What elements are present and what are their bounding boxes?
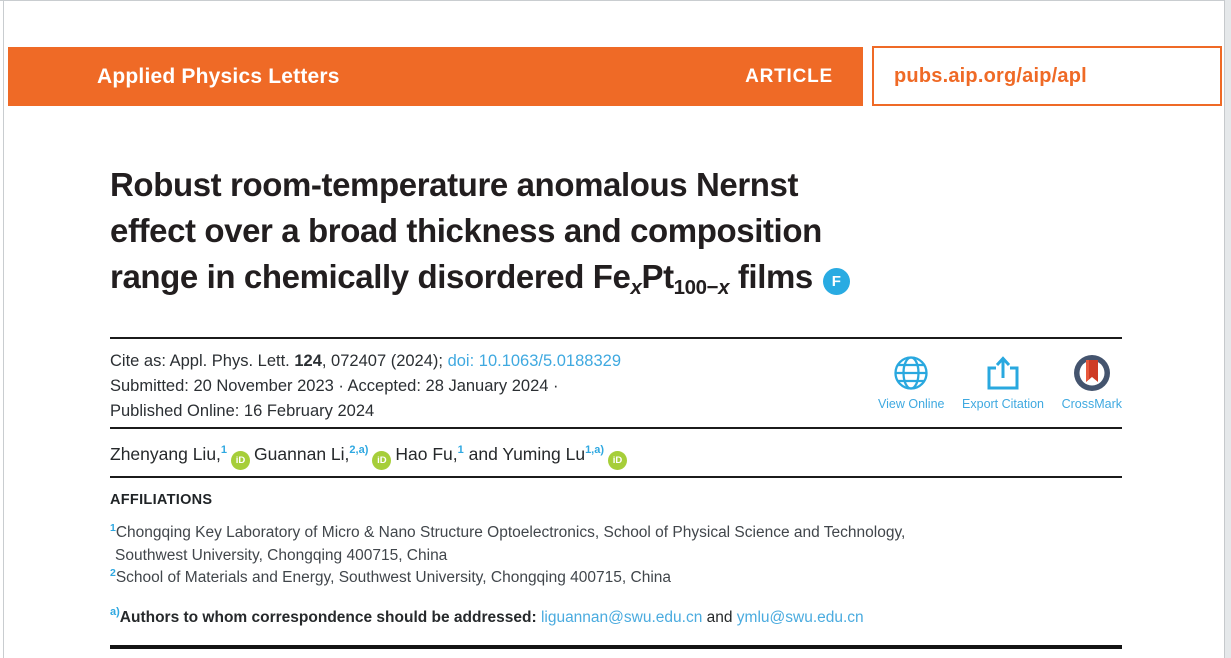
- export-citation-button[interactable]: [962, 355, 1044, 411]
- page-edge-left: [3, 0, 4, 658]
- author-list: [110, 444, 631, 470]
- affiliation-1-line2: Southwest University, Chongqing 400715, China: [115, 546, 448, 564]
- orcid-icon[interactable]: iD: [231, 451, 250, 470]
- crossmark-icon[interactable]: [1073, 355, 1111, 391]
- affiliation-1-line1: Chongqing Key Laboratory of Micro & Nano Structure Optoelectronics, School of Physical Science and Technology,: [115, 524, 906, 541]
- correspondence-sup: a): [110, 606, 120, 618]
- crossmark-button[interactable]: [1062, 355, 1122, 411]
- correspondence-note: [110, 606, 864, 627]
- author-2-affil-sup: 2,a): [349, 444, 369, 456]
- author-1: Zhenyang Liu,: [110, 444, 221, 464]
- email-link-1[interactable]: liguannan@swu.edu.cn: [540, 609, 703, 626]
- journal-url-box[interactable]: [872, 46, 1222, 106]
- author-3-affil-sup: 1: [457, 444, 464, 456]
- journal-url[interactable]: pubs.aip.org/aip/apl: [894, 64, 1087, 87]
- view-online-label[interactable]: View Online: [878, 397, 945, 411]
- author-4: Yuming Lu: [502, 444, 586, 464]
- orcid-icon[interactable]: iD: [608, 451, 627, 470]
- crossmark-label[interactable]: CrossMark: [1061, 397, 1122, 411]
- affiliation-2-text: School of Materials and Energy, Southwest University, Chongqing 400715, China: [115, 569, 672, 586]
- author-4-affil-sup: 1,a): [585, 444, 605, 456]
- divider: [110, 476, 1122, 478]
- affiliation-2-sup: 2: [110, 567, 116, 579]
- title-line-2: effect over a broad thickness and composition: [110, 212, 822, 249]
- submitted-accepted-line: Submitted: 20 November 2023 · Accepted: 28 January 2024 ·: [110, 377, 559, 395]
- divider: [110, 337, 1122, 339]
- affiliation-1-sup: 1: [110, 522, 116, 534]
- journal-name: Applied Physics Letters: [97, 64, 340, 88]
- divider: [110, 427, 1122, 429]
- export-citation-label[interactable]: Export Citation: [962, 397, 1045, 411]
- author-2: Guannan Li,: [254, 444, 350, 464]
- journal-banner: [8, 47, 863, 106]
- email-link-2[interactable]: ymlu@swu.edu.cn: [736, 609, 864, 626]
- article-actions: [878, 355, 1122, 411]
- paper-title: [110, 162, 1110, 300]
- correspondence-text: Authors to whom correspondence should be addressed:: [119, 609, 541, 626]
- author-and: and: [463, 444, 503, 464]
- citation-block: [110, 349, 621, 424]
- globe-icon[interactable]: [893, 355, 929, 391]
- title-line-3: range in chemically disordered $Fe_xPt_{100-x}$ films F: [110, 254, 1110, 300]
- affiliation-2: [110, 562, 671, 590]
- title-line-1: Robust room-temperature anomalous Nernst: [110, 166, 799, 203]
- affiliations-heading: AFFILIATIONS: [110, 492, 213, 508]
- featured-badge-icon[interactable]: F: [823, 268, 850, 295]
- affiliation-1: [110, 517, 905, 567]
- export-icon[interactable]: [987, 355, 1019, 391]
- page-edge-top: [0, 0, 1231, 1]
- bottom-divider: [110, 645, 1122, 649]
- author-1-affil-sup: 1: [220, 444, 228, 456]
- orcid-icon[interactable]: iD: [372, 451, 391, 470]
- author-3: Hao Fu,: [395, 444, 458, 464]
- page-edge-right: [1224, 0, 1231, 658]
- doi-link[interactable]: doi: 10.1063/5.0188329: [447, 352, 621, 370]
- cite-as-line: Cite as: Appl. Phys. Lett. 124, 072407 (2024); doi: 10.1063/5.0188329: [110, 352, 621, 370]
- view-online-button[interactable]: [878, 355, 944, 411]
- correspondence-and: and: [702, 609, 737, 626]
- published-line: Published Online: 16 February 2024: [110, 402, 375, 420]
- volume-number: 124: [294, 352, 322, 370]
- article-type-label: ARTICLE: [745, 65, 833, 87]
